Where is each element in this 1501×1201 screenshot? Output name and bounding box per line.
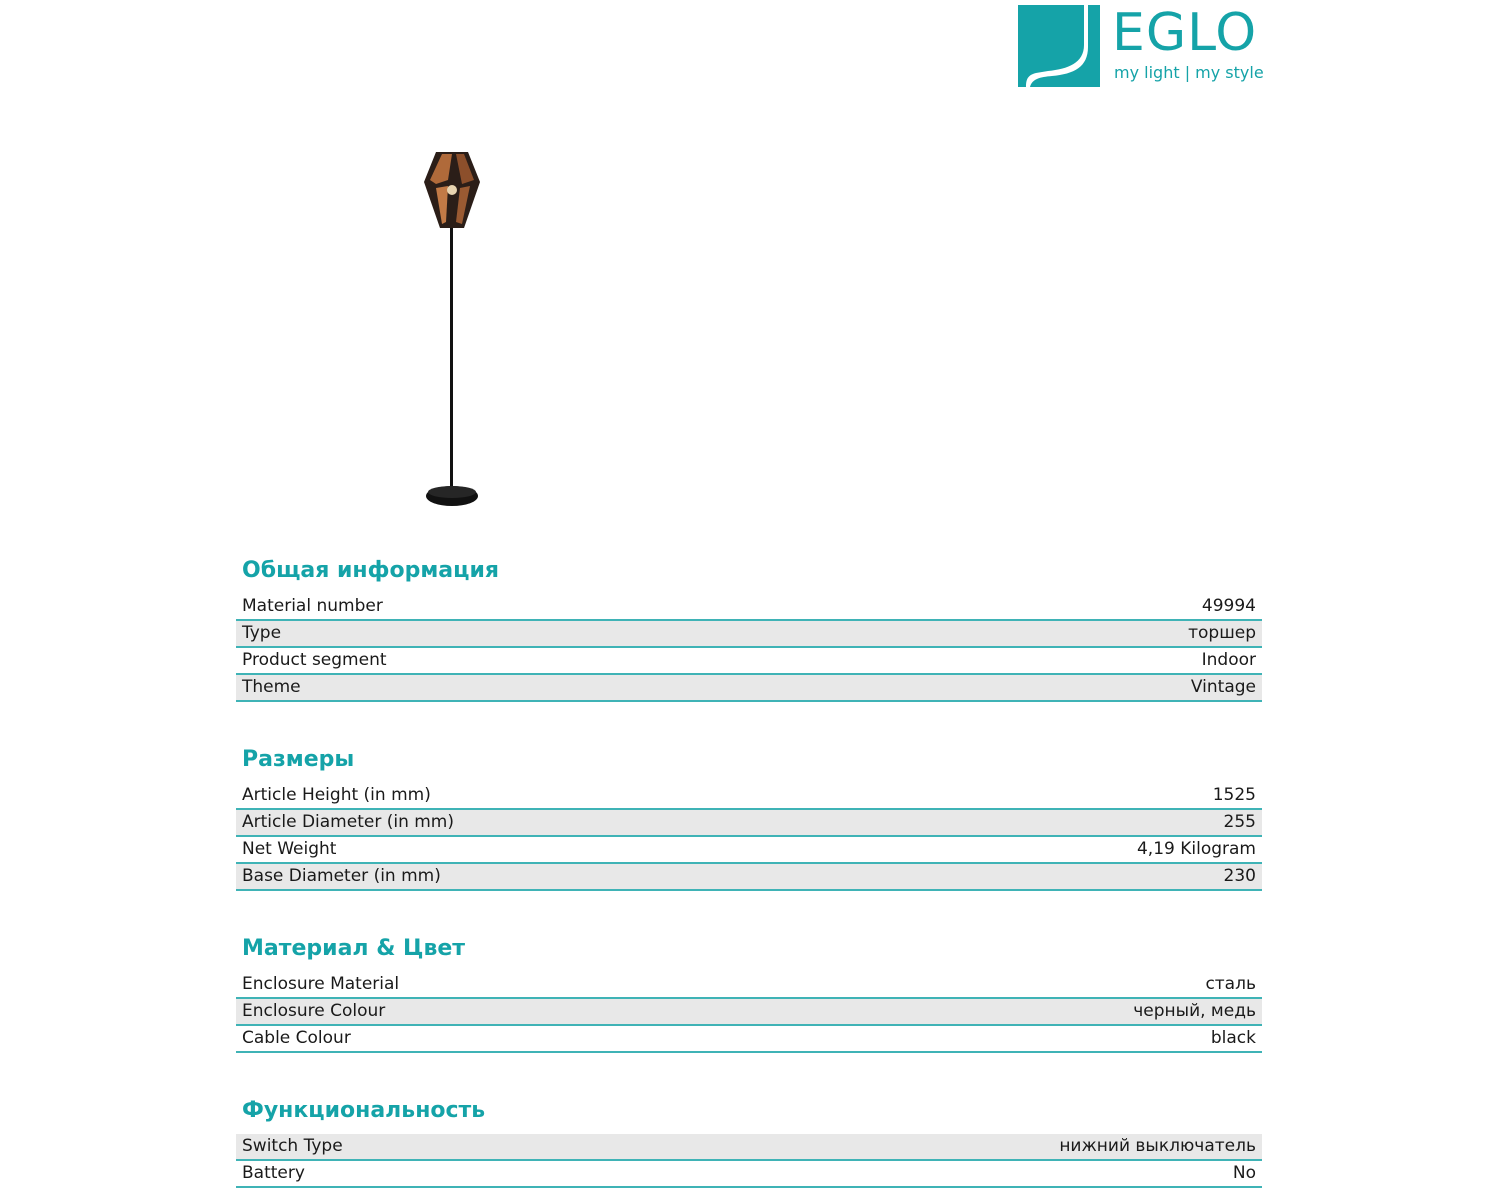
spec-label: Product segment xyxy=(242,650,387,670)
spec-label: Cable Colour xyxy=(242,1028,351,1048)
spec-value: черный, медь xyxy=(1133,1001,1256,1021)
brand-tagline: my light | my style xyxy=(1114,63,1264,82)
section-general-info xyxy=(236,557,1262,702)
spec-label: Enclosure Material xyxy=(242,974,400,994)
floor-lamp-image xyxy=(412,140,492,515)
spec-value: 4,19 Kilogram xyxy=(1136,839,1256,859)
section-dimensions xyxy=(236,746,1262,891)
spec-row-type xyxy=(236,621,1262,648)
spec-row-switch-type xyxy=(236,1134,1262,1161)
section-title: Общая информация xyxy=(242,558,499,583)
spec-row-cable-colour xyxy=(236,1026,1262,1053)
section-title: Размеры xyxy=(242,747,355,772)
spec-value: 230 xyxy=(1223,866,1256,886)
spec-label: Type xyxy=(242,623,282,643)
spec-row-enclosure-colour xyxy=(236,999,1262,1026)
spec-row-theme xyxy=(236,675,1262,702)
spec-row-base-diameter xyxy=(236,864,1262,891)
spec-label: Net Weight xyxy=(242,839,337,859)
spec-label: Material number xyxy=(242,596,383,616)
brand-name: EGLO xyxy=(1112,3,1258,63)
spec-row-battery xyxy=(236,1161,1262,1188)
spec-value: 1525 xyxy=(1212,785,1256,805)
spec-label: Enclosure Colour xyxy=(242,1001,386,1021)
eglo-logo-icon xyxy=(1018,5,1100,87)
spec-value: торшер xyxy=(1188,623,1256,643)
spec-value: Indoor xyxy=(1201,650,1256,670)
spec-label: Battery xyxy=(242,1163,305,1183)
spec-row-product-segment xyxy=(236,648,1262,675)
spec-value: 255 xyxy=(1223,812,1256,832)
spec-value: No xyxy=(1232,1163,1256,1183)
spec-row-net-weight xyxy=(236,837,1262,864)
eglo-logo xyxy=(1018,5,1268,89)
spec-row-enclosure-material xyxy=(236,972,1262,999)
spec-label: Article Diameter (in mm) xyxy=(242,812,454,832)
spec-value: Vintage xyxy=(1190,677,1256,697)
section-title: Функциональность xyxy=(242,1098,486,1123)
section-material-colour xyxy=(236,935,1262,1053)
spec-value: 49994 xyxy=(1201,596,1256,616)
spec-label: Theme xyxy=(242,677,301,697)
spec-value: black xyxy=(1210,1028,1256,1048)
spec-value: сталь xyxy=(1205,974,1256,994)
spec-label: Switch Type xyxy=(242,1136,343,1156)
spec-label: Base Diameter (in mm) xyxy=(242,866,441,886)
spec-label: Article Height (in mm) xyxy=(242,785,431,805)
section-functionality xyxy=(236,1097,1262,1188)
spec-row-article-height xyxy=(236,783,1262,810)
spec-value: нижний выключатель xyxy=(1059,1136,1256,1156)
spec-row-material-number xyxy=(236,594,1262,621)
spec-row-article-diameter xyxy=(236,810,1262,837)
section-title: Материал & Цвет xyxy=(242,936,466,961)
